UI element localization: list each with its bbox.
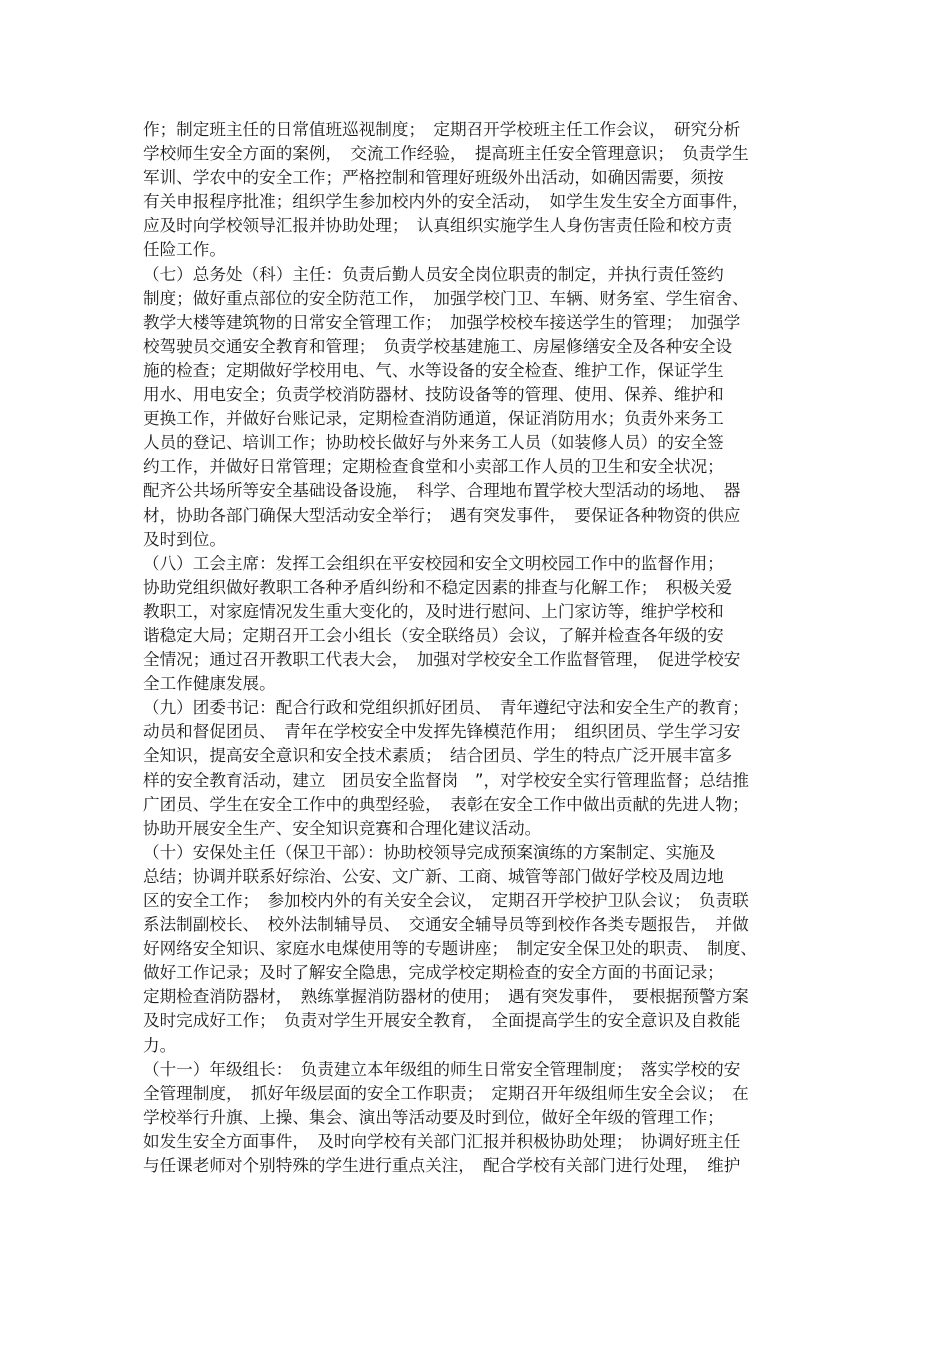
text-line: 施的检查；定期做好学校用电、气、水等设备的安全检查、维护工作，保证学生 — [143, 360, 724, 380]
text-line: 约工作，并做好日常管理；定期检查食堂和小卖部工作人员的卫生和安全状况； — [143, 457, 724, 477]
text-line: 全工作健康发展。 — [143, 674, 276, 694]
section-heading-line: （九）团委书记：配合行政和党组织抓好团员、 青年遵纪守法和安全生产的教育； — [143, 698, 749, 718]
section-heading-line: （十）安保处主任（保卫干部）：协助校领导完成预案演练的方案制定、实施及 — [143, 842, 716, 862]
text-line: 配齐公共场所等安全基础设备设施， 科学、合理地布置学校大型活动的场地、 器 — [143, 481, 741, 501]
text-line: 任险工作。 — [143, 240, 226, 260]
text-line: 及时到位。 — [143, 529, 226, 549]
text-line: 广团员、学生在安全工作中的典型经验， 表彰在安全工作中做出贡献的先进人物； — [143, 794, 749, 814]
text-line: 系法制副校长、 校外法制辅导员、 交通安全辅导员等到校作各类专题报告， 并做 — [143, 915, 749, 935]
text-line: 全情况；通过召开教职工代表大会， 加强对学校安全工作监督管理， 促进学校安 — [143, 650, 741, 670]
text-line: 如发生安全方面事件， 及时向学校有关部门汇报并积极协助处理； 协调好班主任 — [143, 1131, 741, 1151]
text-line: 协助开展安全生产、安全知识竞赛和合理化建议活动。 — [143, 818, 542, 838]
body-text — [143, 118, 823, 1178]
text-line: 材，协助各部门确保大型活动安全举行； 遇有突发事件， 要保证各种物资的供应 — [143, 505, 741, 525]
text-line: 教学大楼等建筑物的日常安全管理工作； 加强学校校车接送学生的管理； 加强学 — [143, 312, 741, 332]
text-line: 校驾驶员交通安全教育和管理； 负责学校基建施工、房屋修缮安全及各种安全设 — [143, 336, 733, 356]
text-line: 区的安全工作； 参加校内外的有关安全会议， 定期召开学校护卫队会议； 负责联 — [143, 891, 749, 910]
text-line: 总结；协调并联系好综治、公安、文广新、工商、城管等部门做好学校及周边地 — [143, 866, 724, 886]
text-line: 学校举行升旗、上操、集会、演出等活动要及时到位，做好全年级的管理工作； — [143, 1107, 724, 1127]
text-line: 学校师生安全方面的案例， 交流工作经验， 提高班主任安全管理意识； 负责学生 — [143, 144, 749, 164]
text-line: 动员和督促团员、 青年在学校安全中发挥先锋模范作用； 组织团员、学生学习安 — [143, 722, 741, 742]
section-heading-line: （十一）年级组长： 负责建立本年级组的师生日常安全管理制度； 落实学校的安 — [143, 1059, 741, 1079]
text-line: 制度；做好重点部位的安全防范工作， 加强学校门卫、车辆、财务室、学生宿舍、 — [143, 288, 749, 308]
text-line: 做好工作记录；及时了解安全隐患，完成学校定期检查的安全方面的书面记录； — [143, 963, 724, 983]
text-line: 全管理制度， 抓好年级层面的安全工作职责； 定期召开年级组师生安全会议； 在 — [143, 1083, 749, 1103]
text-line: 用水、用电安全；负责学校消防器材、技防设备等的管理、使用、保养、维护和 — [143, 385, 724, 405]
text-line: 作；制定班主任的日常值班巡视制度； 定期召开学校班主任工作会议， 研究分析 — [143, 120, 741, 139]
section-heading-line: （七）总务处（科）主任：负责后勤人员安全岗位职责的制定，并执行责任签约 — [143, 264, 724, 284]
text-line: 人员的登记、培训工作；协助校长做好与外来务工人员（如装修人员）的安全签 — [143, 433, 724, 453]
text-line: 与任课老师对个别特殊的学生进行重点关注， 配合学校有关部门进行处理， 维护 — [143, 1156, 741, 1176]
text-line: 及时完成好工作； 负责对学生开展安全教育， 全面提高学生的安全意识及自救能 — [143, 1011, 741, 1031]
text-line: 协助党组织做好教职工各种矛盾纠纷和不稳定因素的排查与化解工作； 积极关爱 — [143, 577, 733, 597]
section-heading-line: （八）工会主席：发挥工会组织在平安校园和安全文明校园工作中的监督作用； — [143, 553, 724, 573]
text-line: 有关申报程序批准；组织学生参加校内外的安全活动， 如学生发生安全方面事件， — [143, 192, 749, 212]
text-line: 样的安全教育活动，建立 团员安全监督岗 ”，对学校安全实行管理监督；总结推 — [143, 770, 749, 790]
text-line: 谐稳定大局；定期召开工会小组长（安全联络员）会议，了解并检查各年级的安 — [143, 625, 724, 645]
text-line: 好网络安全知识、家庭水电煤使用等的专题讲座； 制定安全保卫处的职责、 制度、 — [143, 939, 757, 959]
text-line: 军训、学农中的安全工作；严格控制和管理好班级外出活动，如确因需要，须按 — [143, 168, 724, 188]
text-line: 教职工，对家庭情况发生重大变化的，及时进行慰问、上门家访等，维护学校和 — [143, 601, 724, 621]
text-line: 定期检查消防器材， 熟练掌握消防器材的使用； 遇有突发事件， 要根据预警方案 — [143, 987, 749, 1007]
text-line: 应及时向学校领导汇报并协助处理； 认真组织实施学生人身伤害责任险和校方责 — [143, 216, 733, 236]
text-line: 力。 — [143, 1035, 177, 1055]
text-line: 更换工作，并做好台账记录，定期检查消防通道，保证消防用水；负责外来务工 — [143, 409, 724, 429]
text-line: 全知识，提高安全意识和安全技术素质； 结合团员、学生的特点广泛开展丰富多 — [143, 746, 733, 766]
